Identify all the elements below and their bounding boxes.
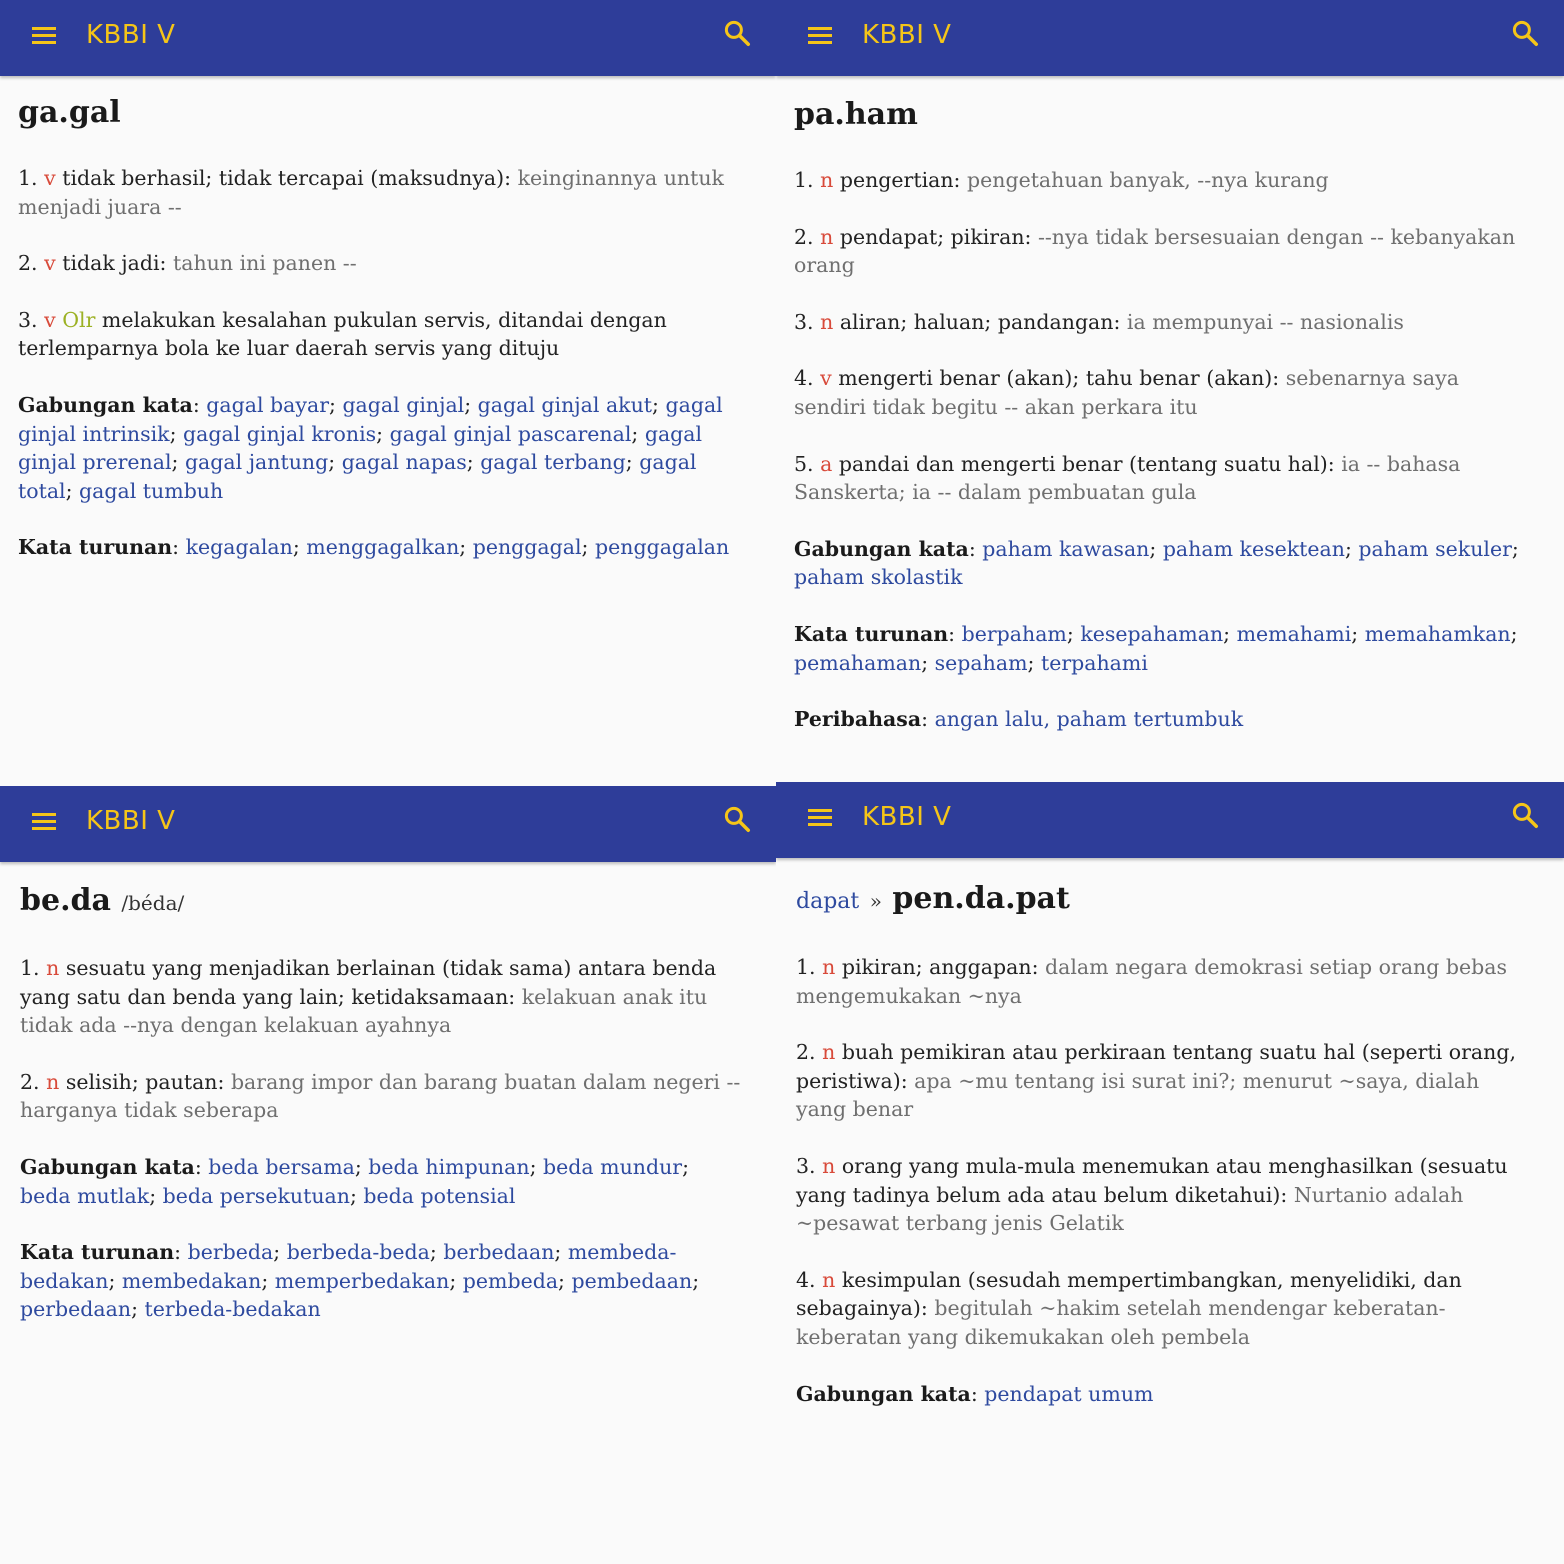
panel-gagal <box>0 0 776 786</box>
related-word-link[interactable]: gagal tumbuh <box>79 478 224 503</box>
related-words-section: Kata turunan: kegagalan; menggagalkan; penggagal; penggagalan <box>18 535 730 560</box>
definition-number: 1. <box>796 955 816 979</box>
definition-item <box>794 223 1534 280</box>
related-word-link[interactable]: perbedaan <box>20 1297 132 1322</box>
headword: ga.gal <box>18 95 121 130</box>
related-word-link[interactable]: pembedaan <box>571 1268 693 1293</box>
definition-number: 5. <box>794 451 814 476</box>
related-word-link[interactable]: pendapat umum <box>984 1381 1154 1406</box>
headword: pa.ham <box>794 97 918 132</box>
section-label: Gabungan kata <box>20 1154 195 1179</box>
related-word-link[interactable]: paham sekuler <box>1358 536 1512 561</box>
entry-content <box>20 880 746 1352</box>
app-bar <box>776 0 1564 76</box>
definition-text: melakukan kesalahan pukulan servis, ditandai dengan terlemparnya bola ke luar daerah servis yang dituju <box>18 307 667 361</box>
related-word-link[interactable]: gagal terbang <box>480 450 626 475</box>
related-word-link[interactable]: gagal ginjal <box>342 392 465 417</box>
app-bar <box>776 782 1564 858</box>
usage-example: pengetahuan banyak, --nya kurang <box>966 168 1329 192</box>
root-separator: » <box>869 889 882 913</box>
related-word-link[interactable]: kegagalan <box>185 535 293 560</box>
panel-paham <box>776 0 1564 782</box>
related-words-section: Peribahasa: angan lalu, paham tertumbuk <box>794 707 1244 732</box>
related-word-link[interactable]: paham skolastik <box>794 565 963 590</box>
word-class-label: a <box>820 451 833 476</box>
search-icon[interactable] <box>1510 18 1540 48</box>
word-class-label: n <box>820 309 834 334</box>
word-class-label: n <box>46 1069 60 1094</box>
headword: be.da <box>20 883 111 918</box>
related-word-link[interactable]: gagal ginjal prerenal <box>18 421 703 475</box>
related-word-link[interactable]: memahami <box>1236 621 1352 646</box>
app-title: KBBI V <box>86 806 176 836</box>
domain-label: Olr <box>62 307 96 332</box>
section-label: Peribahasa <box>794 707 922 732</box>
hamburger-menu-icon[interactable] <box>806 806 834 828</box>
word-class-label: v <box>44 166 56 190</box>
definition-number: 2. <box>18 251 38 276</box>
related-word-link[interactable]: beda potensial <box>363 1183 516 1208</box>
related-word-link[interactable]: beda persekutuan <box>162 1183 350 1208</box>
app-title: KBBI V <box>862 20 952 50</box>
definition-number: 1. <box>794 168 814 192</box>
app-bar <box>0 786 776 862</box>
related-word-link[interactable]: gagal total <box>18 450 697 503</box>
usage-example: ia mempunyai -- nasionalis <box>1126 309 1404 334</box>
related-word-link[interactable]: pemahaman <box>794 650 922 675</box>
search-icon[interactable] <box>722 804 752 834</box>
panel-beda <box>0 786 776 1564</box>
related-word-link[interactable]: angan lalu, paham tertumbuk <box>934 707 1244 732</box>
word-class-label: v <box>44 307 56 332</box>
usage-example: kelakuan anak itu tidak ada --nya dengan kelakuan ayahnya <box>20 984 708 1038</box>
definition-item <box>20 954 746 1040</box>
hamburger-menu-icon[interactable] <box>30 810 58 832</box>
definition-item <box>18 164 746 221</box>
definition-item <box>794 166 1534 195</box>
section-label: Gabungan kata <box>794 536 969 561</box>
related-words-section: Gabungan kata: pendapat umum <box>796 1381 1154 1406</box>
related-word-link[interactable]: penggagal <box>472 535 582 560</box>
word-class-label: n <box>820 224 834 249</box>
section-label: Gabungan kata <box>796 1381 971 1406</box>
related-word-link[interactable]: membedakan <box>121 1268 262 1293</box>
app-title: KBBI V <box>862 802 952 832</box>
word-class-label: n <box>820 168 834 192</box>
usage-example: Nurtanio adalah ~pesawat terbang jenis Gelatik <box>796 1182 1464 1236</box>
related-words-section: Kata turunan: berbeda; berbeda-beda; berbedaan; membeda-bedakan; membedakan; memperbedakan; pembeda; pembedaan; perbedaan; terbeda-bedakan <box>20 1240 700 1322</box>
definition-number: 3. <box>796 1153 816 1178</box>
definition-text: pandai dan mengerti benar (tentang suatu hal): <box>838 451 1342 476</box>
usage-example: tahun ini panen -- <box>172 251 357 276</box>
hamburger-menu-icon[interactable] <box>806 24 834 46</box>
panel-pendapat <box>776 782 1564 1564</box>
definition-number: 4. <box>796 1267 816 1292</box>
related-words-section: Gabungan kata: gagal bayar; gagal ginjal; gagal ginjal akut; gagal ginjal intrinsik; gagal ginjal kronis; gagal ginjal pascarenal; gagal ginjal prerenal; gagal jantung; gagal napas; gagal terbang; gagal total; gagal tumbuh <box>18 392 723 503</box>
root-word-link[interactable]: dapat <box>796 889 860 914</box>
entry-headword <box>20 880 746 924</box>
definition-item <box>796 1266 1534 1352</box>
definition-text: pendapat; pikiran: <box>839 224 1038 249</box>
entry-content <box>794 94 1534 762</box>
related-words-section: Kata turunan: berpaham; kesepahaman; memahami; memahamkan; pemahaman; sepaham; terpahami <box>794 621 1518 675</box>
related-word-link[interactable]: terbeda-bedakan <box>144 1297 321 1322</box>
definition-item <box>796 1038 1534 1124</box>
definition-text: kesimpulan (sesudah mempertimbangkan, menyelidiki, dan sebagainya): <box>796 1267 1462 1321</box>
definition-item <box>794 450 1534 507</box>
definition-text: tidak jadi: <box>62 251 173 276</box>
definition-number: 4. <box>794 366 814 391</box>
headword: pen.da.pat <box>892 881 1070 916</box>
related-word-link[interactable]: penggagalan <box>594 535 730 560</box>
app-bar <box>0 0 776 76</box>
related-word-link[interactable]: gagal ginjal akut <box>477 392 653 417</box>
pronunciation: /béda/ <box>121 891 185 915</box>
usage-example: sebenarnya saya sendiri tidak begitu -- akan perkara itu <box>794 366 1459 419</box>
related-word-link[interactable]: beda mutlak <box>20 1183 150 1208</box>
word-class-label: n <box>822 1040 836 1065</box>
definition-number: 2. <box>796 1040 816 1065</box>
usage-example: barang impor dan barang buatan dalam negeri --harganya tidak seberapa <box>20 1069 741 1123</box>
definition-item <box>796 1152 1534 1238</box>
word-class-label: n <box>822 1267 836 1292</box>
related-word-link[interactable]: gagal ginjal intrinsik <box>18 392 723 446</box>
entry-headword <box>18 92 746 134</box>
definition-text: aliran; haluan; pandangan: <box>839 309 1127 334</box>
definition-item <box>20 1068 746 1125</box>
usage-example: --nya tidak bersesuaian dengan -- kebanyakan orang <box>794 224 1516 278</box>
definition-number: 2. <box>20 1069 40 1094</box>
definition-text: orang yang mula-mula menemukan atau menghasilkan (sesuatu yang tadinya belum ada atau belum diketahui): <box>796 1153 1508 1207</box>
word-class-label: n <box>46 956 60 980</box>
related-word-link[interactable]: paham kawasan <box>982 536 1150 561</box>
related-word-link[interactable]: beda mundur <box>543 1154 683 1179</box>
entry-headword <box>796 878 1534 923</box>
entry-headword <box>794 94 1534 136</box>
related-word-link[interactable]: memperbedakan <box>274 1268 450 1293</box>
usage-example: ia -- bahasa Sanskerta; ia -- dalam pembuatan gula <box>794 451 1461 505</box>
search-icon[interactable] <box>1510 800 1540 830</box>
definition-item <box>18 306 746 363</box>
related-word-link[interactable]: paham kesektean <box>1162 536 1345 561</box>
related-word-link[interactable]: gagal bayar <box>206 392 329 417</box>
definition-text: pikiran; anggapan: <box>841 955 1045 979</box>
related-word-link[interactable]: kesepahaman <box>1080 621 1224 646</box>
section-label: Kata turunan <box>18 535 173 560</box>
definition-item <box>18 249 746 278</box>
definition-item <box>796 953 1534 1010</box>
hamburger-menu-icon[interactable] <box>30 24 58 46</box>
word-class-label: v <box>44 251 56 276</box>
related-word-link[interactable]: memahamkan <box>1364 621 1511 646</box>
app-title: KBBI V <box>86 20 176 50</box>
definition-number: 1. <box>18 166 38 190</box>
related-word-link[interactable]: berbeda-beda <box>286 1240 430 1265</box>
definition-text: pengertian: <box>839 168 967 192</box>
related-word-link[interactable]: beda bersama <box>208 1154 355 1179</box>
definition-text: sesuatu yang menjadikan berlainan (tidak sama) antara benda yang satu dan benda yang lain; ketidaksamaan: <box>20 956 717 1009</box>
definition-text: tidak berhasil; tidak tercapai (maksudnya): <box>62 166 518 190</box>
word-class-label: v <box>820 366 832 391</box>
related-word-link[interactable]: gagal ginjal pascarenal <box>389 421 632 446</box>
entry-content <box>796 878 1534 1436</box>
definition-number: 3. <box>18 307 38 332</box>
definition-text: selisih; pautan: <box>65 1069 231 1094</box>
related-word-link[interactable]: gagal jantung <box>184 450 329 475</box>
definition-number: 2. <box>794 224 814 249</box>
definition-text: buah pemikiran atau perkiraan tentang suatu hal (seperti orang, peristiwa): <box>796 1040 1516 1093</box>
section-label: Kata turunan <box>20 1240 175 1265</box>
definition-text: mengerti benar (akan); tahu benar (akan): <box>838 366 1286 391</box>
related-word-link[interactable]: pembeda <box>462 1268 559 1293</box>
related-word-link[interactable]: berbedaan <box>443 1240 555 1265</box>
section-label: Gabungan kata <box>18 392 193 417</box>
related-word-link[interactable]: gagal napas <box>341 450 467 475</box>
usage-example: keinginannya untuk menjadi juara -- <box>18 166 724 219</box>
search-icon[interactable] <box>722 18 752 48</box>
usage-example: begitulah ~hakim setelah mendengar keberatan-keberatan yang dikemukakan oleh pembela <box>796 1296 1446 1349</box>
related-word-link[interactable]: terpahami <box>1040 650 1148 675</box>
definition-item <box>794 364 1534 421</box>
usage-example: apa ~mu tentang isi surat ini?; menurut ~saya, dialah yang benar <box>796 1068 1480 1122</box>
definition-item <box>794 308 1534 337</box>
entry-content <box>18 92 746 590</box>
usage-example: dalam negara demokrasi setiap orang bebas mengemukakan ~nya <box>796 955 1508 1008</box>
related-word-link[interactable]: gagal ginjal kronis <box>183 421 377 446</box>
word-class-label: n <box>822 955 836 979</box>
definition-number: 1. <box>20 956 40 980</box>
related-word-link[interactable]: menggagalkan <box>306 535 460 560</box>
related-words-section: Gabungan kata: beda bersama; beda himpunan; beda mundur; beda mutlak; beda persekutuan; beda potensial <box>20 1154 690 1208</box>
related-words-section: Gabungan kata: paham kawasan; paham kesektean; paham sekuler; paham skolastik <box>794 536 1519 590</box>
related-word-link[interactable]: beda himpunan <box>368 1154 530 1179</box>
section-label: Kata turunan <box>794 621 949 646</box>
related-word-link[interactable]: membeda-bedakan <box>20 1240 677 1293</box>
definition-number: 3. <box>794 309 814 334</box>
related-word-link[interactable]: sepaham <box>934 650 1028 675</box>
related-word-link[interactable]: berbeda <box>187 1240 274 1265</box>
word-class-label: n <box>822 1153 836 1178</box>
related-word-link[interactable]: berpaham <box>961 621 1067 646</box>
